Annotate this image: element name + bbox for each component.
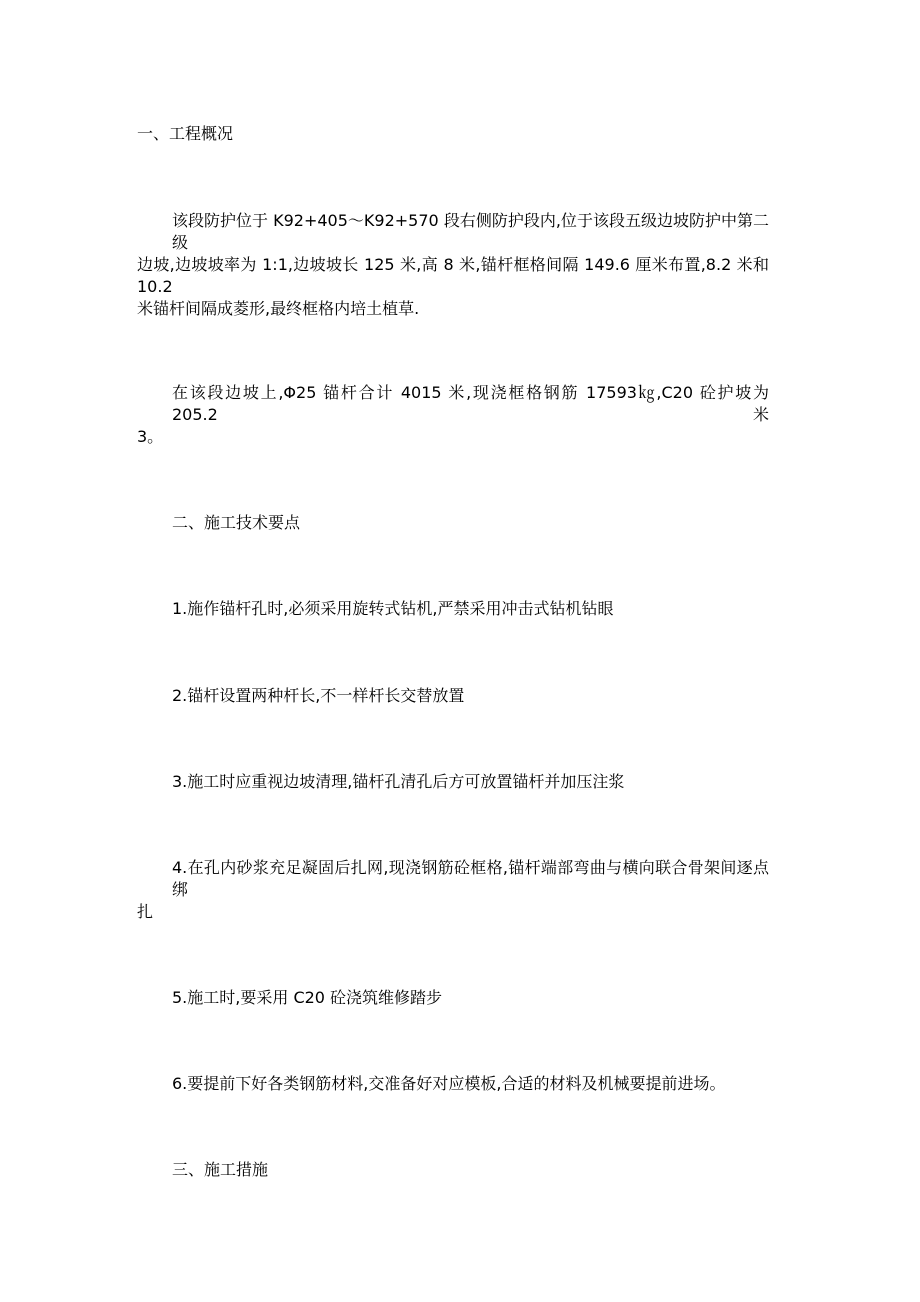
- point-4-line-2: 扎: [137, 902, 154, 921]
- paragraph-1-line-2: 边坡,边坡坡率为 1:1,边坡坡长 125 米,高 8 米,锚杆框格间隔 149.6 厘米布置,8.2 米和 10.2: [137, 255, 769, 296]
- point-6: 6.要提前下好各类钢筋材料,交准备好对应模板,合适的材料及机械要提前进场。: [172, 1074, 726, 1093]
- section-heading-3: 三、施工措施: [172, 1160, 269, 1179]
- section-heading-2: 二、施工技术要点: [172, 513, 301, 532]
- point-2: 2.锚杆设置两种杆长,不一样杆长交替放置: [172, 686, 465, 705]
- paragraph-1-line-1: 该段防护位于 K92+405～K92+570 段右侧防护段内,位于该段五级边坡防护中第二级: [172, 211, 769, 252]
- point-3: 3.施工时应重视边坡清理,锚杆孔清孔后方可放置锚杆并加压注浆: [172, 772, 625, 791]
- paragraph-2-line-1: 在该段边坡上,Φ25 锚杆合计 4015 米,现浇框格钢筋 17593㎏,C20 砼护坡为 205.2 米: [172, 383, 769, 424]
- paragraph-2-line-2: 3。: [137, 427, 164, 446]
- point-1: 1.施作锚杆孔时,必须采用旋转式钻机,严禁采用冲击式钻机钻眼: [172, 599, 614, 618]
- section-heading-1: 一、工程概况: [137, 124, 234, 143]
- point-5: 5.施工时,要采用 C20 砼浇筑维修踏步: [172, 988, 443, 1007]
- paragraph-1-line-3: 米锚杆间隔成菱形,最终框格内培土植草.: [137, 299, 420, 318]
- point-4-line-1: 4.在孔内砂浆充足凝固后扎网,现浇钢筋砼框格,锚杆端部弯曲与横向联合骨架间逐点绑: [172, 858, 769, 899]
